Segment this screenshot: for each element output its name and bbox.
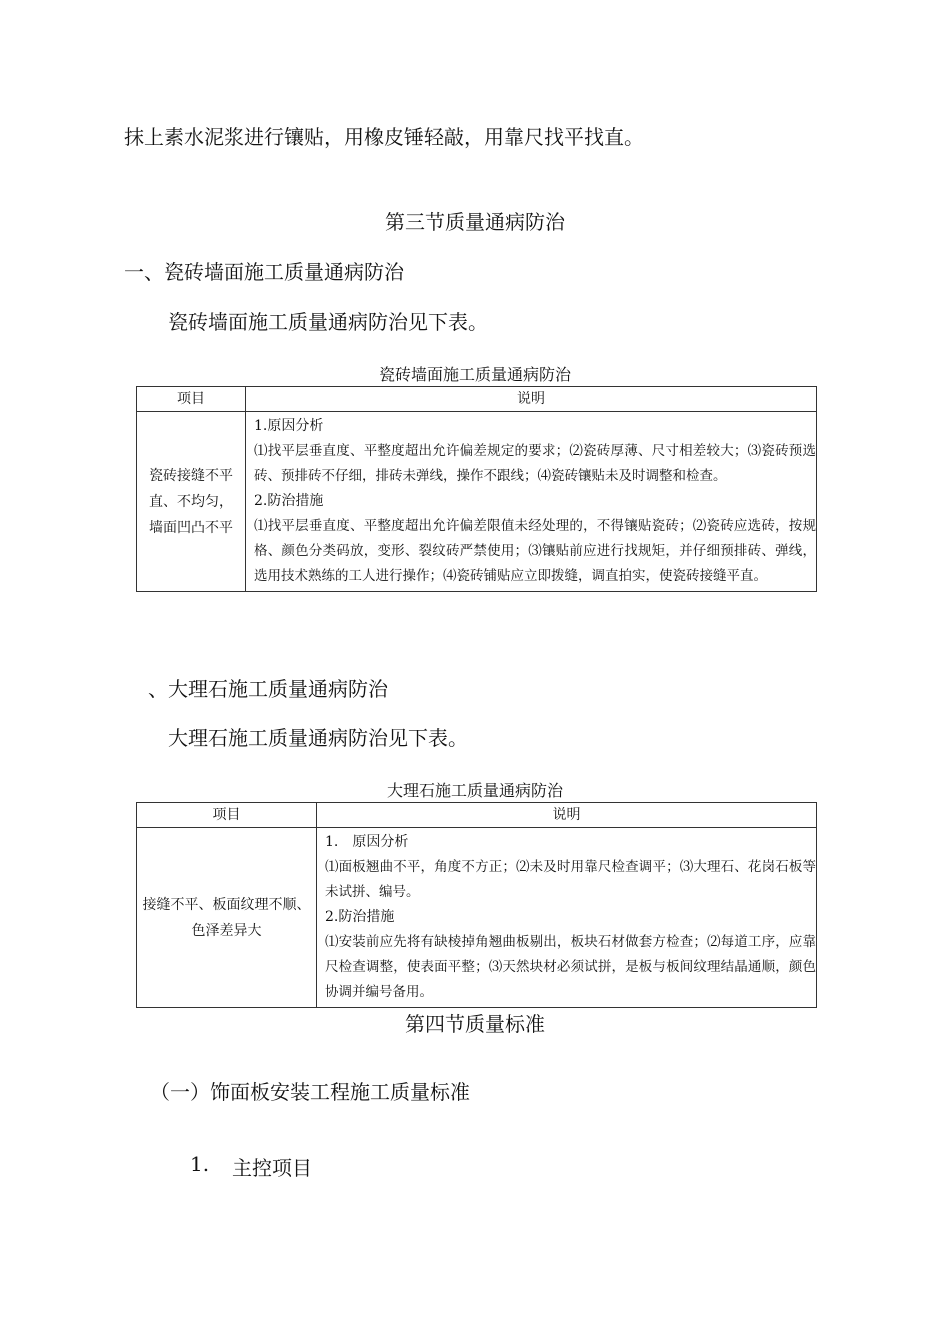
table-1-caption: 瓷砖墙面施工质量通病防治 [378,365,571,384]
table-row [137,828,817,1008]
table-1-cause-title: 1.原因分析 [254,418,324,434]
table-1-col-desc: 说明 [246,387,817,412]
section-4-title: 第四节质量标准 [405,1012,545,1036]
table-1-measure-text: ⑴找平层垂直度、平整度超出允许偏差限值未经处理的，不得镶贴瓷砖；⑵瓷砖应选砖，按规格、颜色分类码放，变形、裂纹砖严禁使用；⑶镶贴前应进行找规矩，并仔细预排砖、弹线，选用技术熟练的工人进行操作；⑷瓷砖铺贴应立即拨缝，调直拍实，使瓷砖接缝平直。 [254,518,816,584]
section-4-subheading: （一）饰面板安装工程施工质量标准 [150,1080,470,1104]
table-2-row-desc [317,828,817,1008]
table-row [137,412,817,592]
section-3-title: 第三节质量通病防治 [385,210,565,234]
table-2-measure-title: 2.防治措施 [325,909,395,925]
part-1-heading: 一、瓷砖墙面施工质量通病防治 [124,260,404,284]
table-1-col-item: 项目 [137,387,246,412]
table-1 [136,386,817,592]
table-2-header-row [137,803,817,828]
table-2-row-item: 接缝不平、板面纹理不顺、色泽差异大 [137,828,317,1008]
part-2-intro: 大理石施工质量通病防治见下表。 [168,726,468,750]
table-2 [136,802,817,1008]
table-1-row-desc [246,412,817,592]
table-1-header-row [137,387,817,412]
list-item-label: 主控项目 [232,1156,312,1180]
table-2-col-item: 项目 [137,803,317,828]
table-1-row-item: 瓷砖接缝不平直、不均匀，墙面凹凸不平 [137,412,246,592]
table-2-cause-title: 1. 原因分析 [325,834,409,850]
part-2-heading: 、大理石施工质量通病防治 [148,677,388,701]
table-1-measure-title: 2.防治措施 [254,493,324,509]
intro-paragraph: 抹上素水泥浆进行镶贴，用橡皮锤轻敲，用靠尺找平找直。 [124,125,644,149]
table-2-cause-text: ⑴面板翘曲不平，角度不方正；⑵未及时用靠尺检查调平；⑶大理石、花岗石板等未试拼、编号。 [325,859,816,900]
table-2-caption: 大理石施工质量通病防治 [386,781,563,800]
table-2-measure-text: ⑴安装前应先将有缺棱掉角翘曲板剔出，板块石材做套方检查；⑵每道工序，应靠尺检查调整，使表面平整；⑶天然块材必须试拼，是板与板间纹理结晶通顺，颜色协调并编号备用。 [325,934,816,1000]
list-item-number: 1. [190,1152,210,1176]
part-1-intro: 瓷砖墙面施工质量通病防治见下表。 [168,310,488,334]
table-1-cause-text: ⑴找平层垂直度、平整度超出允许偏差规定的要求；⑵瓷砖厚薄、尺寸相差较大；⑶瓷砖预选砖、预排砖不仔细，排砖未弹线，操作不跟线；⑷瓷砖镶贴未及时调整和检查。 [254,443,816,484]
table-2-col-desc: 说明 [317,803,817,828]
